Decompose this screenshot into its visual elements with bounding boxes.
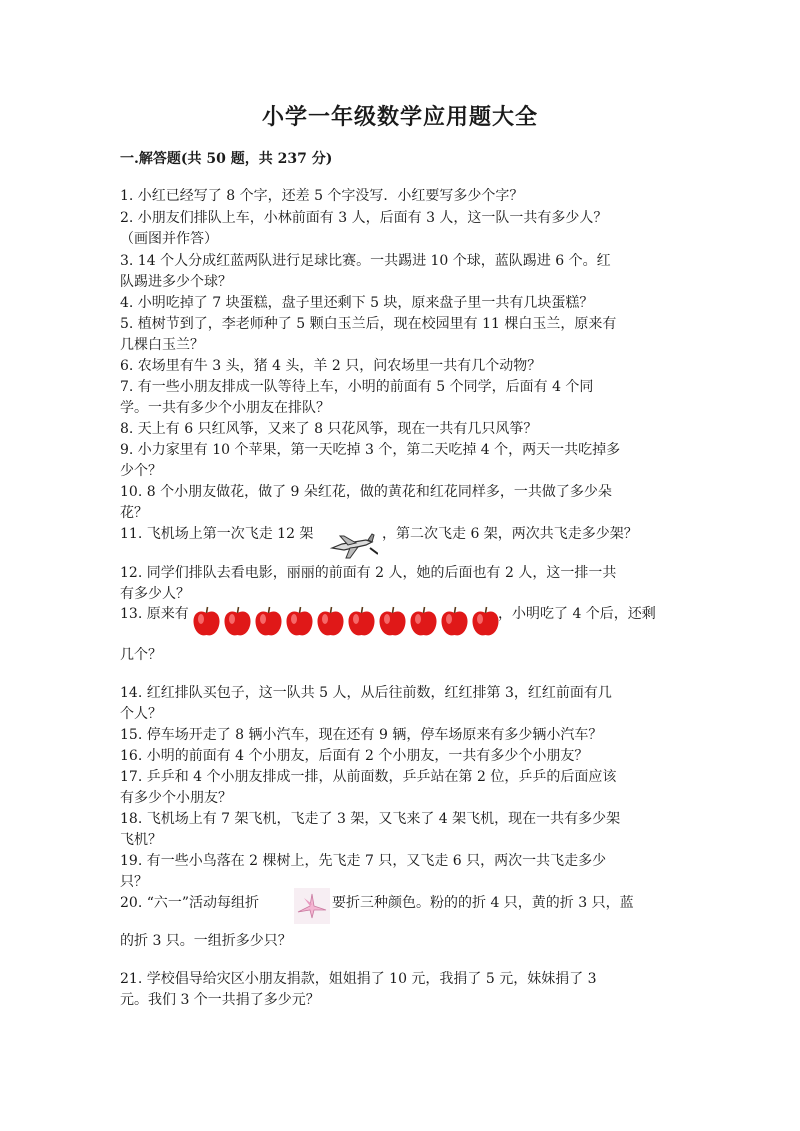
question-6: 6. 农场里有牛 3 头，猪 4 头，羊 2 只，问农场里一共有几个动物？ <box>120 358 542 374</box>
question-11-part-1: 11. 飞机场上第一次飞走 12 架 <box>120 526 314 542</box>
apple-icon <box>254 604 283 638</box>
question-3-line-2: 队踢进多少个球？ <box>120 274 232 290</box>
question-20-part-1: 20. “六一”活动每组折 <box>120 895 260 911</box>
apple-icon <box>223 604 252 638</box>
question-14-line-2: 个人？ <box>120 706 162 722</box>
question-20-line-2: 的折 3 只。一组折多少只？ <box>120 933 292 949</box>
question-7-line-1: 7. 有一些小朋友排成一队等待上车，小明的前面有 5 个同学，后面有 4 个同 <box>120 379 594 395</box>
question-17-line-2: 有多少个小朋友？ <box>120 790 232 806</box>
question-18-line-2: 飞机？ <box>120 832 162 848</box>
question-21-line-2: 元。我们 3 个一共捐了多少元？ <box>120 992 320 1008</box>
question-7-line-2: 学。一共有多少个小朋友在排队？ <box>120 400 330 416</box>
apple-icon <box>347 604 376 638</box>
question-16: 16. 小明的前面有 4 个小朋友，后面有 2 个小朋友，一共有多少个小朋友？ <box>120 748 589 764</box>
question-11-part-2: ，第二次飞走 6 架，两次共飞走多少架？ <box>382 526 638 542</box>
question-10-line-2: 花？ <box>120 505 148 521</box>
question-13-part-2: ，小明吃了 4 个后，还剩 <box>498 606 656 622</box>
apple-icon <box>471 604 500 638</box>
question-3-line-1: 3. 14 个人分成红蓝两队进行足球比赛。一共踢进 10 个球，蓝队踢进 6 个。红 <box>120 253 611 269</box>
question-17-line-1: 17. 乒乒和 4 个小朋友排成一排，从前面数，乒乒站在第 2 位，乒乒的后面应该 <box>120 769 617 785</box>
question-9-line-1: 9. 小力家里有 10 个苹果，第一天吃掉 3 个，第二天吃掉 4 个，两天一共吃掉多 <box>120 442 621 458</box>
question-13-line-2: 几个？ <box>120 647 162 663</box>
question-10-line-1: 10. 8 个小朋友做花，做了 9 朵红花，做的黄花和红花同样多，一共做了多少朵 <box>120 484 612 500</box>
apple-icon <box>192 604 221 638</box>
question-19-line-1: 19. 有一些小鸟落在 2 棵树上，先飞走 7 只，又飞走 6 只，两次一共飞走多少 <box>120 853 607 869</box>
question-5-line-1: 5. 植树节到了，李老师种了 5 颗白玉兰后，现在校园里有 11 棵白玉兰，原来有 <box>120 316 617 332</box>
question-12-line-2: 有多少人？ <box>120 586 190 602</box>
question-5-line-2: 几棵白玉兰？ <box>120 337 204 353</box>
question-9-line-2: 少个？ <box>120 463 162 479</box>
apple-icon <box>440 604 469 638</box>
question-13-part-1: 13. 原来有 <box>120 606 189 622</box>
question-18-line-1: 18. 飞机场上有 7 架飞机，飞走了 3 架，又飞来了 4 架飞机，现在一共有多少架 <box>120 811 621 827</box>
question-4: 4. 小明吃掉了 7 块蛋糕，盘子里还剩下 5 块，原来盘子里一共有几块蛋糕？ <box>120 295 594 311</box>
question-20-part-2: 要折三种颜色。粉的的折 4 只，黄的折 3 只，蓝 <box>332 895 634 911</box>
apple-icon <box>285 604 314 638</box>
question-1: 1. 小红已经写了 8 个字，还差 5 个字没写．小红要写多少个字？ <box>120 188 524 204</box>
airplane-icon <box>328 528 378 566</box>
apple-icon <box>316 604 345 638</box>
question-14-line-1: 14. 红红排队买包子，这一队共 5 人，从后往前数，红红排第 3，红红前面有几 <box>120 685 612 701</box>
apple-row <box>192 604 500 644</box>
question-8: 8. 天上有 6 只红风筝，又来了 8 只花风筝，现在一共有几只风筝？ <box>120 421 538 437</box>
page-title: 小学一年级数学应用题大全 <box>261 104 538 130</box>
question-21-line-1: 21. 学校倡导给灾区小朋友捐款，姐姐捐了 10 元，我捐了 5 元，妹妹捐了 3 <box>120 971 597 987</box>
apple-icon <box>409 604 438 638</box>
question-2-line-2: （画图并作答） <box>120 231 218 247</box>
section-heading: 一.解答题(共 50 题，共 237 分) <box>120 151 333 167</box>
question-15: 15. 停车场开走了 8 辆小汽车，现在还有 9 辆，停车场原来有多少辆小汽车？ <box>120 727 603 743</box>
apple-icon <box>378 604 407 638</box>
paper-crane-icon <box>294 888 330 928</box>
question-12-line-1: 12. 同学们排队去看电影，丽丽的前面有 2 人，她的后面也有 2 人，这一排一共 <box>120 565 617 581</box>
question-19-line-2: 只？ <box>120 874 148 890</box>
question-2-line-1: 2. 小朋友们排队上车，小林前面有 3 人，后面有 3 人，这一队一共有多少人？ <box>120 210 608 226</box>
